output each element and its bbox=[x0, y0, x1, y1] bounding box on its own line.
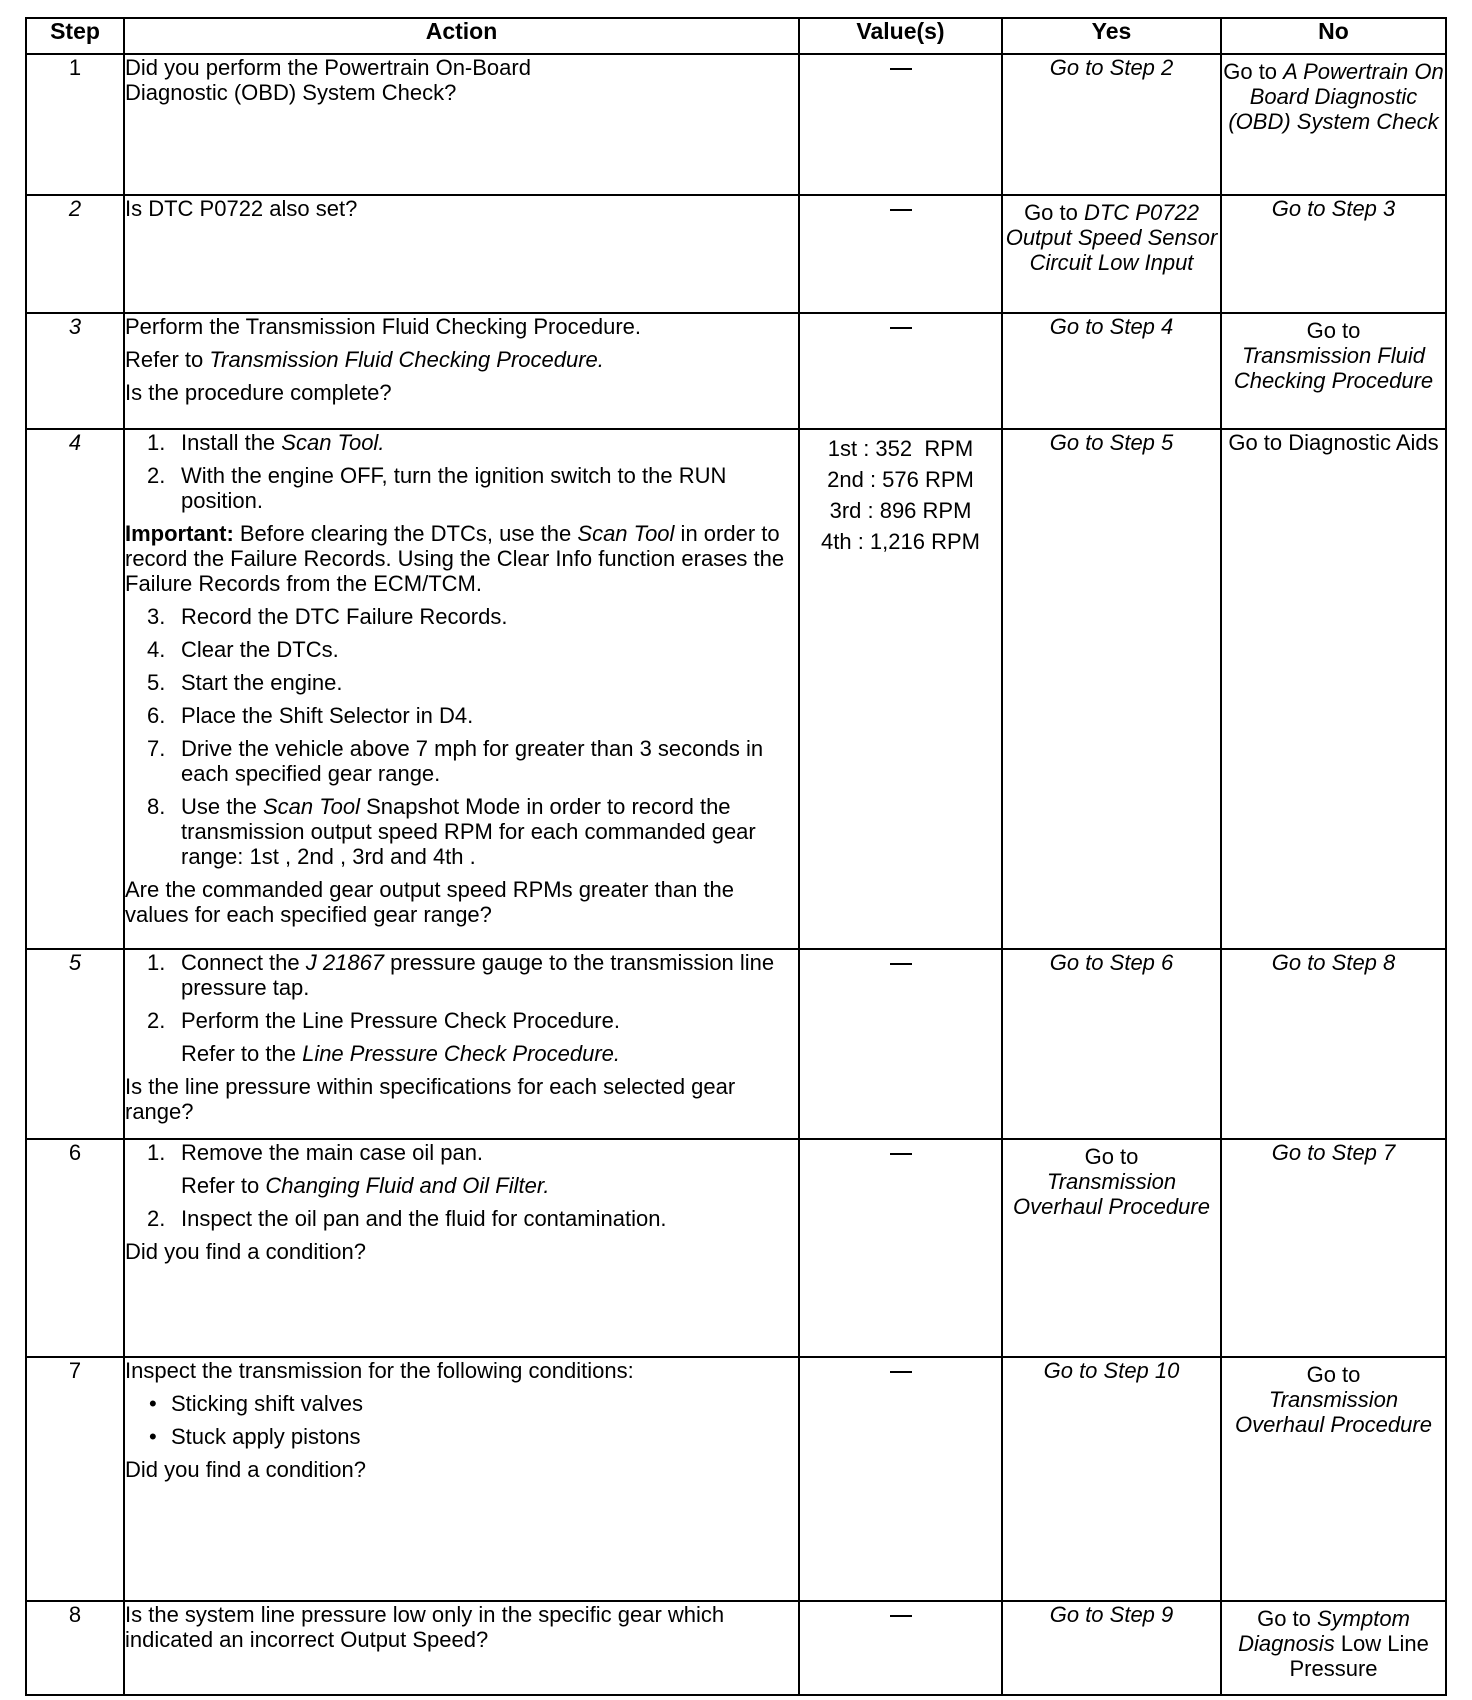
value-cell bbox=[799, 313, 1002, 429]
step-num: 5. bbox=[147, 670, 166, 695]
action-step bbox=[125, 670, 798, 695]
yes-cell[interactable] bbox=[1002, 195, 1221, 313]
table-row bbox=[26, 313, 1446, 429]
no-prefix: Go to bbox=[1257, 1606, 1317, 1631]
step-num: 2. bbox=[147, 1206, 166, 1231]
step-number: 5 bbox=[26, 949, 124, 1139]
value-cell bbox=[799, 429, 1002, 949]
step-text: Remove the main case oil pan. bbox=[181, 1140, 484, 1165]
action-step bbox=[125, 1008, 798, 1033]
action-line: Perform the Transmission Fluid Checking Procedure. bbox=[125, 314, 641, 339]
table-row bbox=[26, 54, 1446, 195]
diagnostic-table bbox=[25, 17, 1447, 1696]
step-num: 6. bbox=[147, 703, 166, 728]
table-row bbox=[26, 1357, 1446, 1601]
step-text: Perform the Line Pressure Check Procedure. bbox=[181, 1008, 620, 1033]
no-prefix: Go to bbox=[1306, 1362, 1361, 1387]
bullet-icon: • bbox=[149, 1391, 157, 1416]
step-text: Inspect the oil pan and the fluid for contamination. bbox=[181, 1206, 667, 1231]
no-cell[interactable] bbox=[1221, 54, 1446, 195]
diagnostic-table-container bbox=[25, 17, 1447, 1696]
header-step: Step bbox=[26, 18, 124, 54]
no-prefix: Go to bbox=[1306, 318, 1361, 343]
scan-tool-ref: Scan Tool. bbox=[281, 430, 385, 455]
value-cell bbox=[799, 949, 1002, 1139]
step-text: Start the engine. bbox=[181, 670, 343, 695]
step-text: Record the DTC Failure Records. bbox=[181, 604, 508, 629]
dash-mark bbox=[890, 68, 912, 70]
yes-cell[interactable]: Go to Step 9 bbox=[1002, 1601, 1221, 1695]
dash-mark bbox=[890, 1371, 912, 1373]
yes-prefix: Go to bbox=[1084, 1144, 1139, 1169]
step-number: 1 bbox=[26, 54, 124, 195]
action-step bbox=[125, 1140, 798, 1165]
step-text: Connect the bbox=[181, 950, 306, 975]
step-num: 3. bbox=[147, 604, 166, 629]
action-cell bbox=[124, 195, 799, 313]
action-question: Is the procedure complete? bbox=[125, 380, 392, 405]
header-row bbox=[26, 18, 1446, 54]
scan-tool-ref: Scan Tool bbox=[262, 794, 360, 819]
no-link[interactable]: Symptom Diagnosis bbox=[1238, 1606, 1410, 1656]
action-cell bbox=[124, 1139, 799, 1357]
note-text: in order to record the Failure Records. Using the Clear Info function erases the Failure Records from the ECM/TCM. bbox=[125, 521, 785, 596]
action-question: Did you find a condition? bbox=[125, 1239, 366, 1264]
dash-mark bbox=[890, 327, 912, 329]
scan-tool-ref: Scan Tool bbox=[577, 521, 675, 546]
step-num: 2. bbox=[147, 1008, 166, 1033]
action-step bbox=[125, 1206, 798, 1231]
step-number: 2 bbox=[26, 195, 124, 313]
step-num: 8. bbox=[147, 794, 166, 819]
bullet-text: Stuck apply pistons bbox=[171, 1424, 361, 1449]
no-cell[interactable]: Go to Step 8 bbox=[1221, 949, 1446, 1139]
condition-bullet bbox=[125, 1424, 798, 1449]
action-question: Did you find a condition? bbox=[125, 1457, 366, 1482]
step-num: 1. bbox=[147, 950, 166, 975]
step-text: Clear the DTCs. bbox=[181, 637, 339, 662]
step-text: Snapshot Mode in order to record the transmission output speed RPM for each commanded gear range: 1st , 2nd , 3rd and 4th . bbox=[181, 794, 756, 869]
action-step bbox=[125, 430, 798, 455]
step-number: 7 bbox=[26, 1357, 124, 1601]
step-text: pressure gauge to the transmission line pressure tap. bbox=[181, 950, 775, 1000]
action-step bbox=[125, 637, 798, 662]
step-text: Use the bbox=[181, 794, 263, 819]
value-cell bbox=[799, 1601, 1002, 1695]
step-num: 7. bbox=[147, 736, 166, 761]
gear-rpm-value: 3rd : 896 RPM bbox=[829, 498, 972, 523]
step-num: 4. bbox=[147, 637, 166, 662]
no-prefix: Go to bbox=[1223, 59, 1284, 84]
header-values: Value(s) bbox=[799, 18, 1002, 54]
action-cell bbox=[124, 54, 799, 195]
no-cell[interactable] bbox=[1221, 1601, 1446, 1695]
no-cell[interactable]: Go to Step 3 bbox=[1221, 195, 1446, 313]
no-link[interactable]: Transmission Overhaul Procedure bbox=[1235, 1387, 1432, 1437]
bullet-icon: • bbox=[149, 1424, 157, 1449]
dash-mark bbox=[890, 1615, 912, 1617]
action-step bbox=[125, 794, 798, 869]
step-text: Install the bbox=[181, 430, 282, 455]
header-action: Action bbox=[124, 18, 799, 54]
condition-bullet bbox=[125, 1391, 798, 1416]
value-cell bbox=[799, 195, 1002, 313]
action-refer bbox=[125, 347, 798, 372]
refer-prefix: Refer to bbox=[181, 1173, 266, 1198]
step-text: Place the Shift Selector in D4. bbox=[181, 703, 474, 728]
action-step bbox=[125, 604, 798, 629]
note-text: Before clearing the DTCs, use the bbox=[233, 521, 578, 546]
important-label: Important: bbox=[125, 521, 234, 546]
step-text: Drive the vehicle above 7 mph for greater than 3 seconds in each specified gear range. bbox=[181, 736, 764, 786]
action-step bbox=[125, 736, 798, 786]
step-num: 1. bbox=[147, 1140, 166, 1165]
dash-mark bbox=[890, 963, 912, 965]
table-row bbox=[26, 1601, 1446, 1695]
action-refer bbox=[125, 1173, 798, 1198]
step-number: 8 bbox=[26, 1601, 124, 1695]
no-cell[interactable]: Go to Diagnostic Aids bbox=[1221, 429, 1446, 949]
no-link[interactable]: A Powertrain On Board Diagnostic (OBD) System Check bbox=[1228, 59, 1444, 134]
action-text: Is the system line pressure low only in the specific gear which indicated an incorrect Output Speed? bbox=[125, 1602, 725, 1652]
yes-prefix: Go to bbox=[1024, 200, 1084, 225]
header-yes: Yes bbox=[1002, 18, 1221, 54]
no-cell[interactable] bbox=[1221, 1357, 1446, 1601]
refer-link[interactable]: Changing Fluid and Oil Filter. bbox=[265, 1173, 550, 1198]
action-step bbox=[125, 463, 798, 513]
step-number: 6 bbox=[26, 1139, 124, 1357]
table-row bbox=[26, 949, 1446, 1139]
action-step bbox=[125, 950, 798, 1000]
yes-link[interactable]: Transmission Overhaul Procedure bbox=[1013, 1169, 1210, 1219]
action-intro: Inspect the transmission for the following conditions: bbox=[125, 1358, 634, 1383]
step-number: 3 bbox=[26, 313, 124, 429]
action-cell bbox=[124, 429, 799, 949]
important-note bbox=[125, 521, 798, 596]
step-number: 4 bbox=[26, 429, 124, 949]
value-cell bbox=[799, 1357, 1002, 1601]
refer-prefix: Refer to bbox=[125, 347, 210, 372]
bullet-text: Sticking shift valves bbox=[171, 1391, 363, 1416]
tool-ref: J 21867 bbox=[305, 950, 385, 975]
no-cell[interactable] bbox=[1221, 313, 1446, 429]
gear-rpm-value: 4th : 1,216 RPM bbox=[821, 529, 980, 554]
no-suffix: Low Line Pressure bbox=[1289, 1631, 1429, 1681]
value-cell bbox=[799, 1139, 1002, 1357]
step-num: 1. bbox=[147, 430, 166, 455]
gear-rpm-value: 2nd : 576 RPM bbox=[827, 467, 974, 492]
action-question: Are the commanded gear output speed RPMs greater than the values for each specified gear range? bbox=[125, 877, 735, 927]
refer-link[interactable]: Transmission Fluid Checking Procedure. bbox=[209, 347, 604, 372]
no-cell[interactable]: Go to Step 7 bbox=[1221, 1139, 1446, 1357]
action-refer bbox=[125, 1041, 798, 1066]
refer-link[interactable]: Line Pressure Check Procedure. bbox=[302, 1041, 621, 1066]
action-cell bbox=[124, 949, 799, 1139]
yes-cell[interactable]: Go to Step 2 bbox=[1002, 54, 1221, 195]
action-step bbox=[125, 703, 798, 728]
value-cell bbox=[799, 54, 1002, 195]
yes-cell[interactable]: Go to Step 5 bbox=[1002, 429, 1221, 949]
yes-link[interactable]: DTC P0722 Output Speed Sensor Circuit Low Input bbox=[1005, 200, 1218, 275]
action-text: Did you perform the Powertrain On-Board Diagnostic (OBD) System Check? bbox=[125, 55, 531, 105]
action-cell bbox=[124, 1601, 799, 1695]
action-question: Is the line pressure within specifications for each selected gear range? bbox=[125, 1074, 736, 1124]
table-row bbox=[26, 1139, 1446, 1357]
dash-mark bbox=[890, 1153, 912, 1155]
step-text: With the engine OFF, turn the ignition switch to the RUN position. bbox=[181, 463, 727, 513]
table-row bbox=[26, 195, 1446, 313]
action-cell bbox=[124, 1357, 799, 1601]
step-num: 2. bbox=[147, 463, 166, 488]
yes-cell[interactable]: Go to Step 4 bbox=[1002, 313, 1221, 429]
table-row bbox=[26, 429, 1446, 949]
refer-prefix: Refer to the bbox=[181, 1041, 303, 1066]
header-no: No bbox=[1221, 18, 1446, 54]
no-link[interactable]: Transmission Fluid Checking Procedure bbox=[1233, 343, 1434, 393]
dash-mark bbox=[890, 209, 912, 211]
action-text: Is DTC P0722 also set? bbox=[125, 196, 358, 221]
yes-cell[interactable]: Go to Step 10 bbox=[1002, 1357, 1221, 1601]
yes-cell[interactable]: Go to Step 6 bbox=[1002, 949, 1221, 1139]
yes-cell[interactable] bbox=[1002, 1139, 1221, 1357]
action-cell bbox=[124, 313, 799, 429]
gear-rpm-value: 1st : 352 RPM bbox=[827, 436, 974, 461]
